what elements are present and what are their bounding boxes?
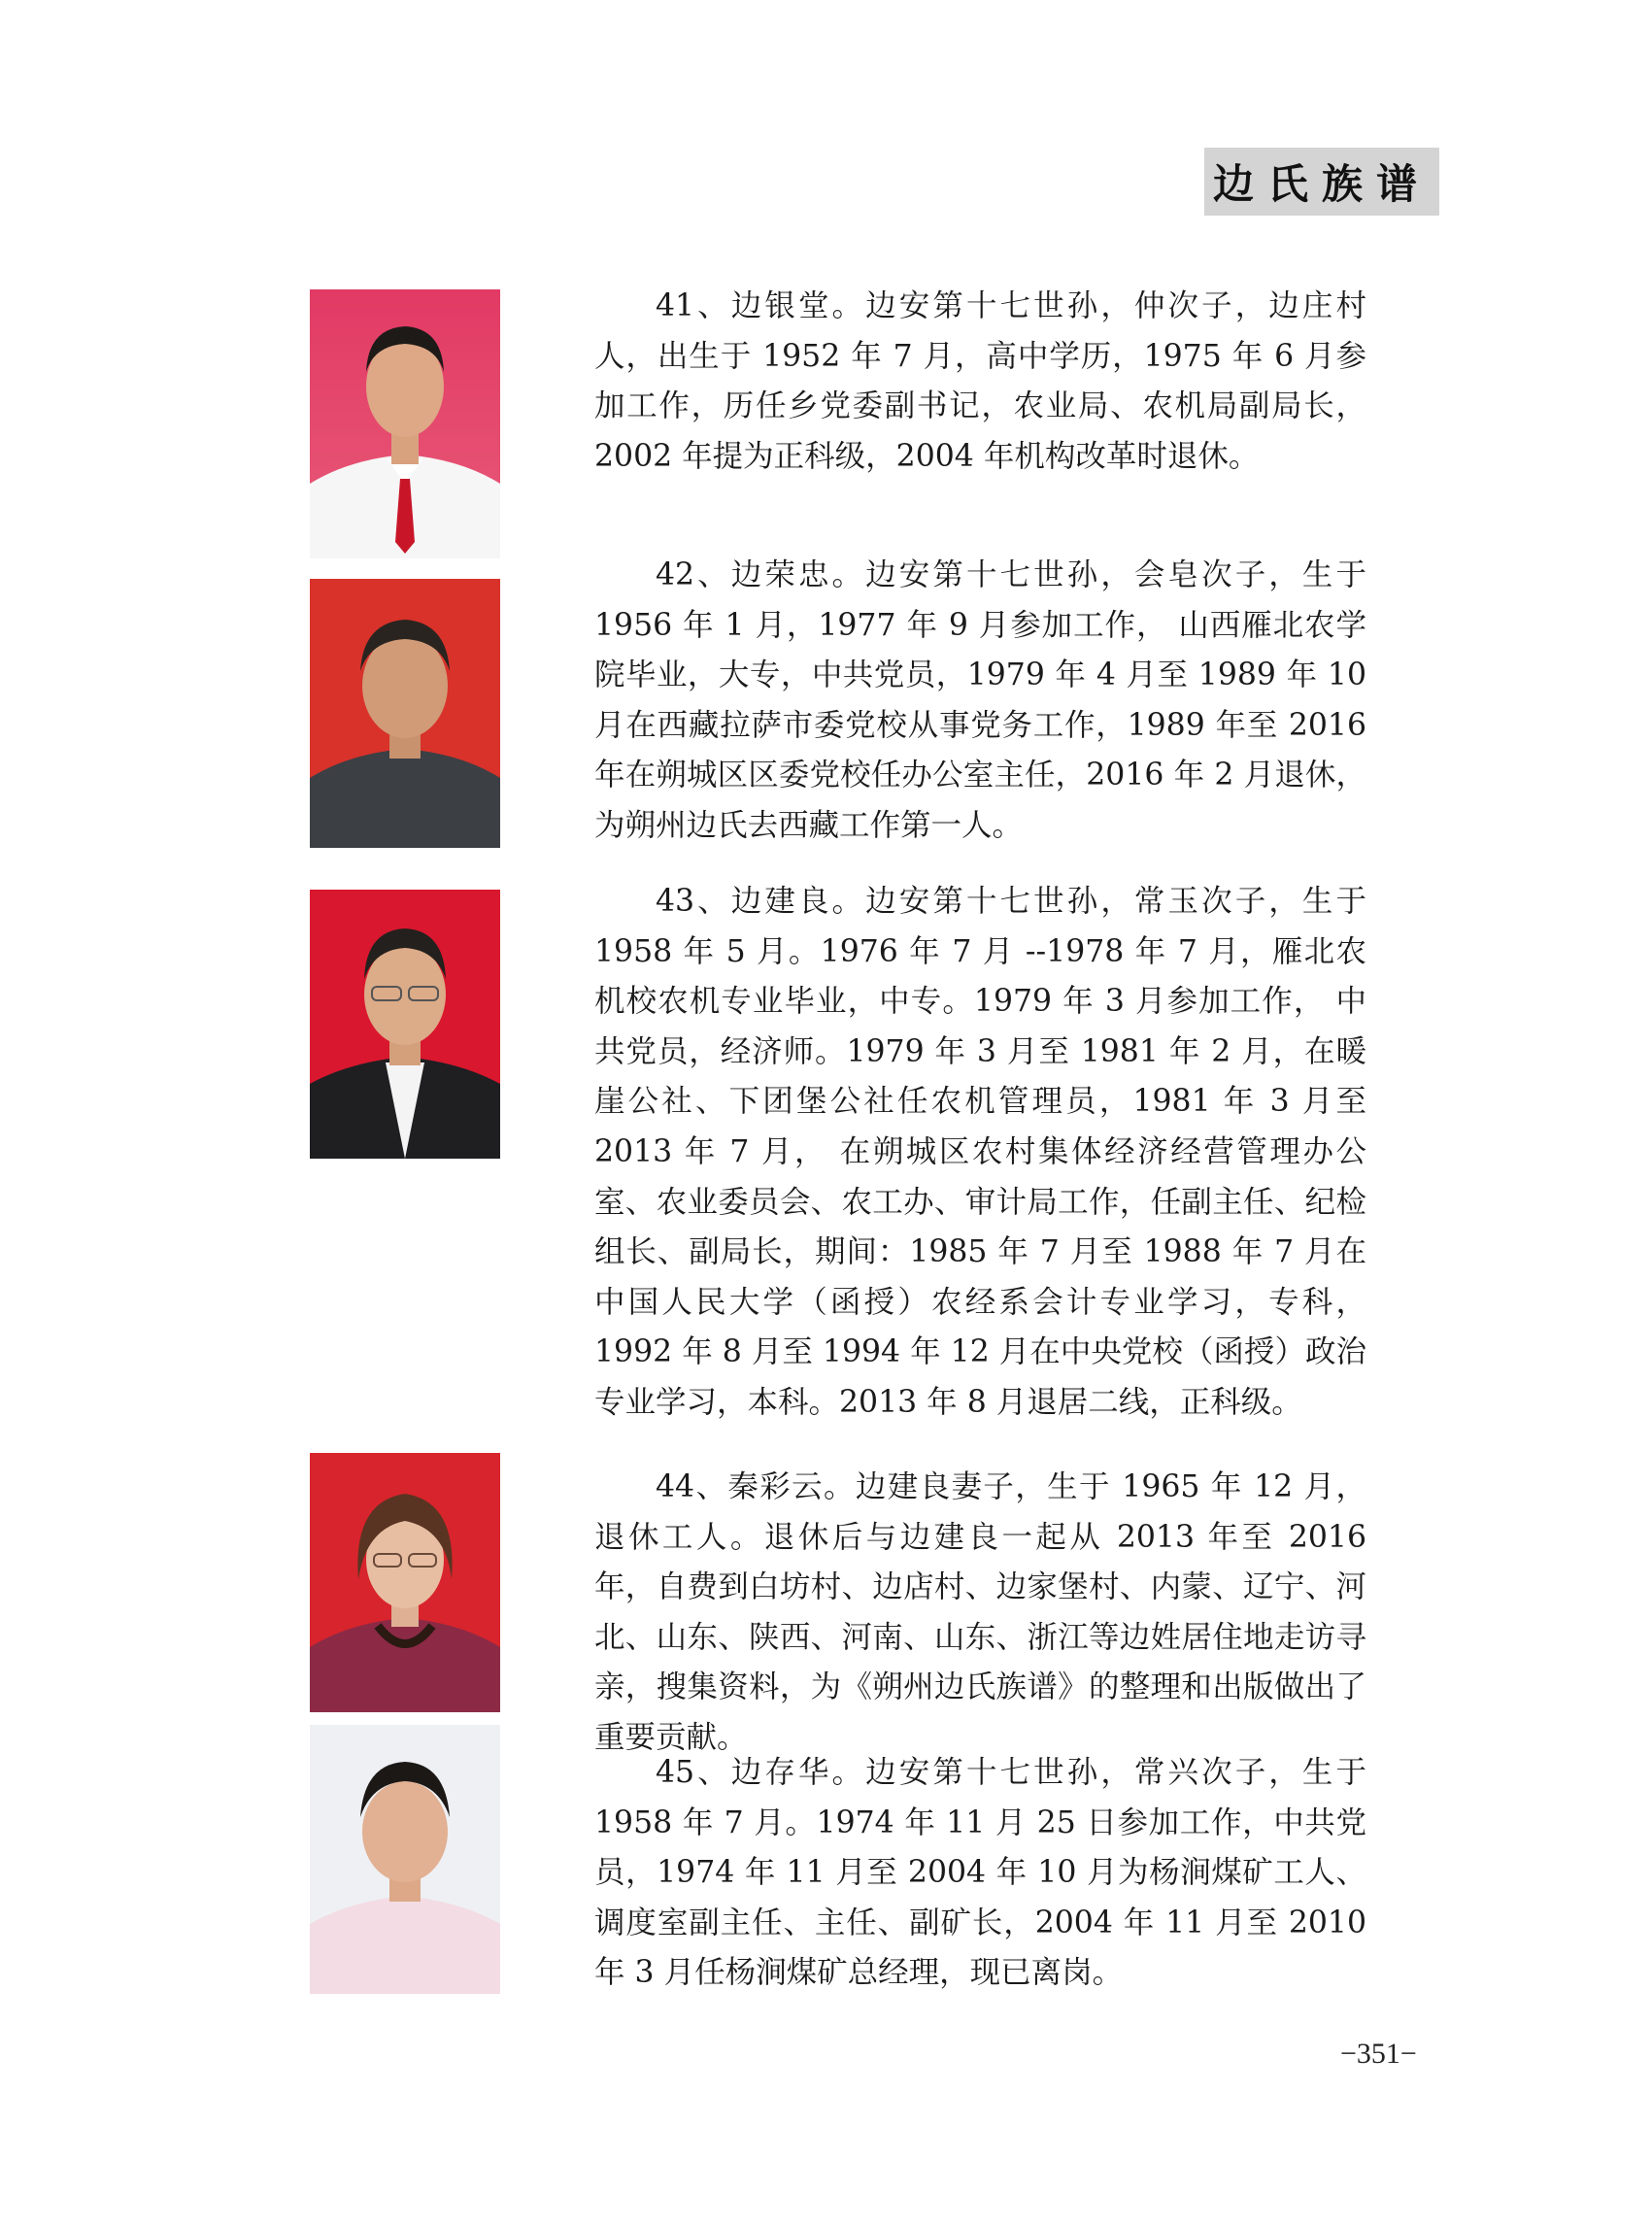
biography-entry-44: 44、秦彩云。边建良妻子，生于 1965 年 12 月，退休工人。退休后与边建良一起从 2013 年至 2016 年，自费到白坊村、边店村、边家堡村、内蒙、辽宁、河北、山东、陕西、河南、山东、浙江等边姓居住地走访寻亲，搜集资料，为《朔州边氏族谱》的整理和出版做出了重要贡献。 <box>594 1469 1366 1755</box>
biography-entry-42: 42、边荣忠。边安第十七世孙，会皂次子，生于 1956 年 1 月，1977 年 9 月参加工作， 山西雁北农学院毕业，大专，中共党员，1979 年 4 月至 1989 年 10 月在西藏拉萨市委党校从事党务工作，1989 年至 2016 年在朔城区区委党校任办公室主任，2016 年 2 月退休，为朔州边氏去西藏工作第一人。 <box>594 557 1366 843</box>
portrait-photo-44 <box>310 1453 500 1712</box>
biography-entry-43: 43、边建良。边安第十七世孙，常玉次子，生于 1958 年 5 月。1976 年 7 月 --1978 年 7 月，雁北农机校农机专业毕业，中专。1979 年 3 月参加工作， 中共党员，经济师。1979 年 3 月至 1981 年 2 月，在暖崖公社、下团堡公社任农机管理员，1981 年 3 月至 2013 年 7 月， 在朔城区农村集体经济经营管理办公室、农业委员会、农工办、审计局工作，任副主任、纪检组长、副局长，期间：1985 年 7 月至 1988 年 7 月在中国人民大学（函授）农经系会计专业学习，专科，1992 年 8 月至 1994 年 12 月在中央党校（函授）政治专业学习，本科。2013 年 8 月退居二线，正科级。 <box>594 884 1366 1420</box>
book-title-badge <box>1204 148 1439 216</box>
portrait-photo-43 <box>310 890 500 1159</box>
portrait-photo-41 <box>310 289 500 558</box>
portrait-photo-45 <box>310 1725 500 1994</box>
page-number: −351− <box>1340 2038 1417 2070</box>
biography-entry-45: 45、边存华。边安第十七世孙，常兴次子，生于 1958 年 7 月。1974 年 11 月 25 日参加工作，中共党员，1974 年 11 月至 2004 年 10 月为杨涧煤矿工人、调度室副主任、主任、副矿长，2004 年 11 月至 2010 年 3 月任杨涧煤矿总经理，现已离岗。 <box>594 1755 1366 1991</box>
book-title: 边氏族谱 <box>1212 160 1431 208</box>
biography-entry-41: 41、边银堂。边安第十七世孙，仲次子，边庄村人，出生于 1952 年 7 月，高中学历，1975 年 6 月参加工作，历任乡党委副书记，农业局、农机局副局长，2002 年提为正科级，2004 年机构改革时退休。 <box>594 288 1366 474</box>
portrait-photo-42 <box>310 579 500 848</box>
